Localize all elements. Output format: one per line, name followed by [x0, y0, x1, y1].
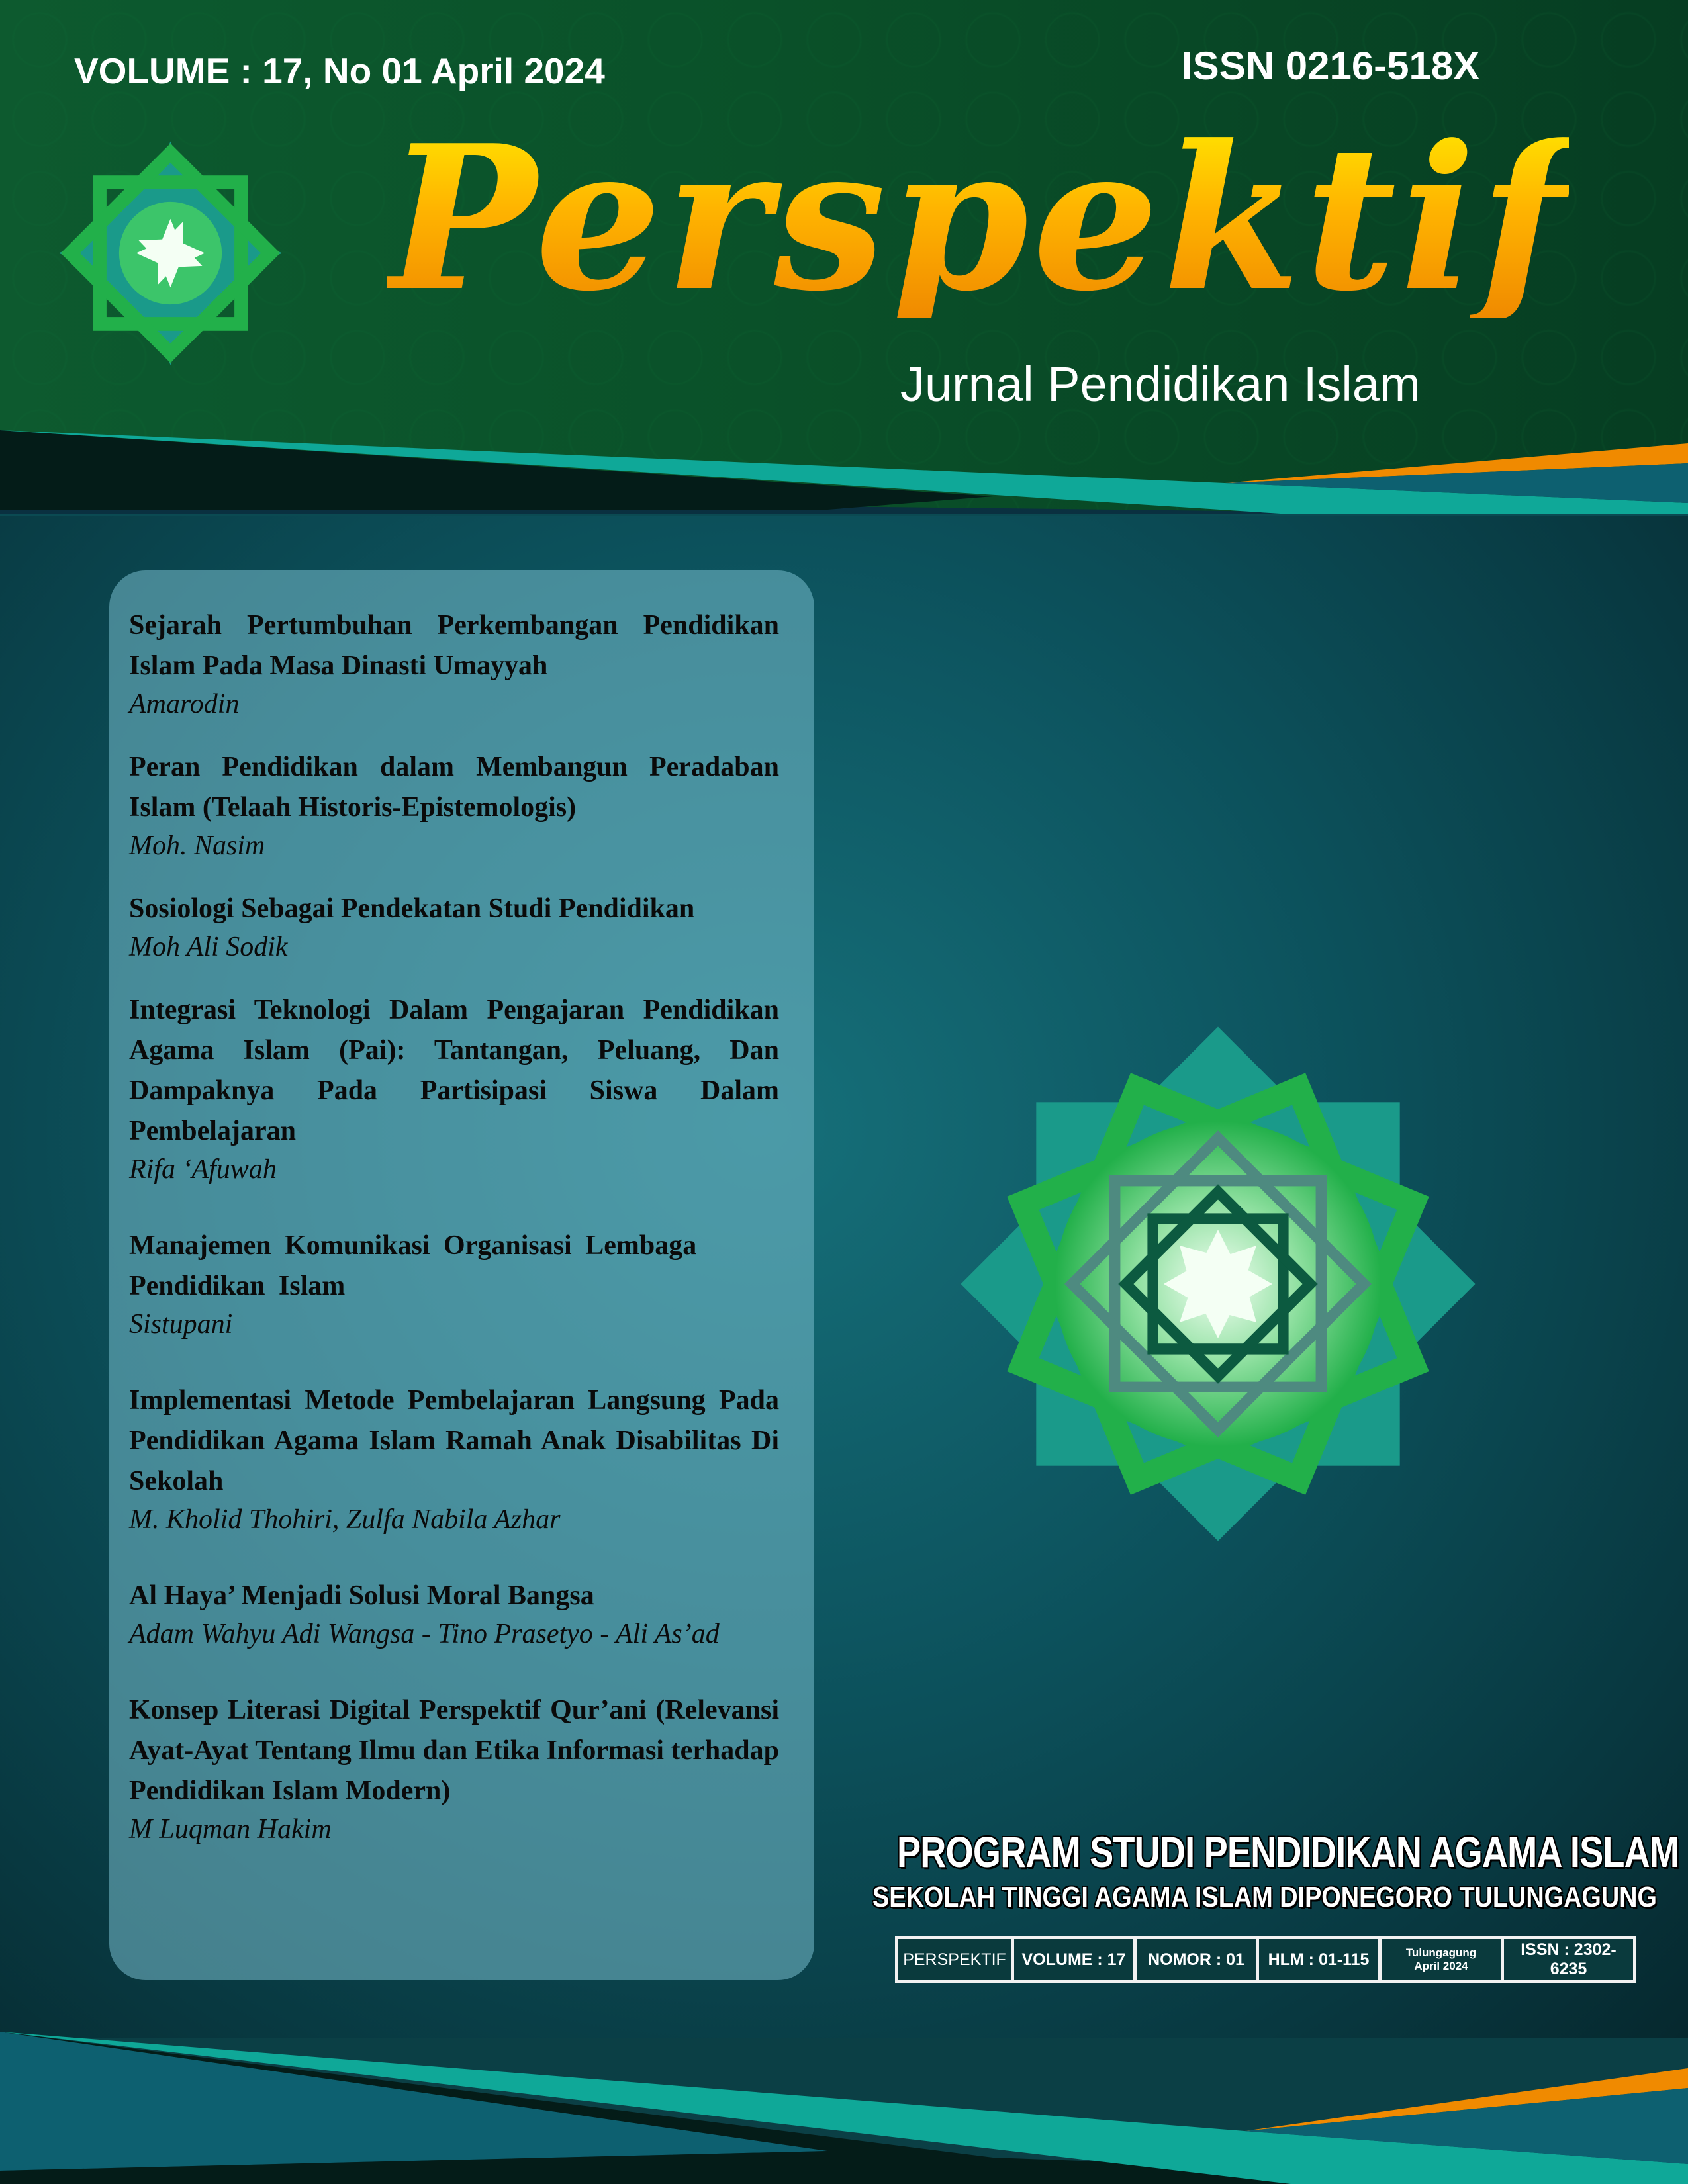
info-place-date: [1382, 1939, 1504, 1980]
study-program: PROGRAM STUDI PENDIDIKAN AGAMA ISLAM: [897, 1827, 1679, 1876]
article-title: Integrasi Teknologi Dalam Pengajaran Pendidikan Agama Islam (Pai): Tantangan, Peluang, Dan Dampaknya Pada Partisipasi Siswa Dalam Pembelajaran: [129, 995, 779, 1146]
article-title: Konsep Literasi Digital Perspektif Qur’ani (Relevansi Ayat-Ayat Tentang Ilmu dan Etika Informasi terhadap Pendidikan Islam Modern): [129, 1695, 779, 1806]
info-pages: HLM : 01-115: [1259, 1939, 1382, 1980]
article-entry[interactable]: [129, 747, 779, 864]
article-title: Sejarah Pertumbuhan Perkembangan Pendidikan Islam Pada Masa Dinasti Umayyah: [129, 610, 779, 681]
journal-subtitle: Jurnal Pendidikan Islam: [900, 357, 1421, 412]
decorative-stripes-top: [0, 410, 1688, 529]
article-entry[interactable]: [129, 1381, 779, 1537]
info-date: April 2024: [1414, 1960, 1468, 1972]
article-title: Al Haya’ Menjadi Solusi Moral Bangsa: [129, 1580, 594, 1611]
article-title: Sosiologi Sebagai Pendekatan Studi Pendidikan: [129, 893, 695, 924]
institution-name: SEKOLAH TINGGI AGAMA ISLAM DIPONEGORO TULUNGAGUNG: [872, 1881, 1657, 1913]
article-author: Sistupani: [129, 1309, 233, 1340]
article-entry[interactable]: [129, 990, 779, 1187]
publication-info-box: [895, 1936, 1636, 1983]
info-journal: PERSPEKTIF: [898, 1939, 1014, 1980]
article-title: Peran Pendidikan dalam Membangun Peradaban Islam (Telaah Historis-Epistemologis): [129, 752, 779, 823]
article-entry[interactable]: [129, 606, 779, 722]
volume-line: VOLUME : 17, No 01 April 2024: [74, 50, 605, 91]
table-of-contents: [129, 606, 779, 1847]
article-author: Moh Ali Sodik: [129, 932, 288, 962]
journal-title: Perspektif: [387, 101, 1570, 335]
article-title: Manajemen Komunikasi Organisasi Lembaga Pendidikan Islam: [129, 1230, 697, 1301]
info-place: Tulungagung: [1405, 1946, 1477, 1959]
article-author: Moh. Nasim: [129, 831, 265, 861]
article-author: Amarodin: [129, 689, 240, 719]
article-entry[interactable]: [129, 1690, 779, 1847]
article-entry[interactable]: [129, 889, 779, 965]
islamic-star-ornament-icon: [947, 1013, 1489, 1555]
article-author: M. Kholid Thohiri, Zulfa Nabila Azhar: [129, 1504, 561, 1535]
article-entry[interactable]: [129, 1226, 779, 1342]
article-author: M Luqman Hakim: [129, 1814, 332, 1844]
article-author: Adam Wahyu Adi Wangsa - Tino Prasetyo - Ali As’ad: [129, 1619, 720, 1649]
info-issn: ISSN : 2302-6235: [1521, 1940, 1617, 1978]
info-volume: VOLUME : 17: [1014, 1939, 1137, 1980]
article-author: Rifa ‘Afuwah: [129, 1154, 277, 1185]
article-entry[interactable]: [129, 1576, 779, 1652]
article-title: Implementasi Metode Pembelajaran Langsung Pada Pendidikan Agama Islam Ramah Anak Disabilitas Di Sekolah: [129, 1385, 779, 1496]
info-number: NOMOR : 01: [1137, 1939, 1259, 1980]
star-ornament-icon: [56, 139, 285, 367]
issn-print: ISSN 0216-518X: [1182, 44, 1480, 88]
decorative-stripes-bottom: [0, 2019, 1688, 2184]
